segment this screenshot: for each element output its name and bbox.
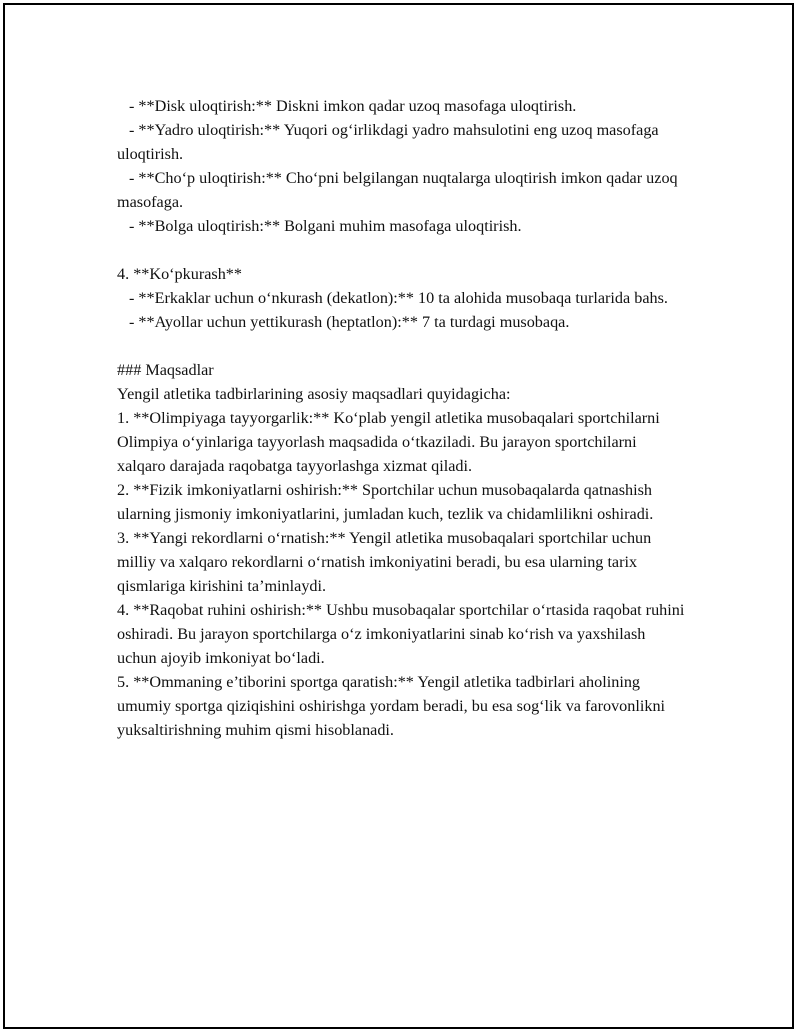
goal-new-records: 3. **Yangi rekordlarni o‘rnatish:** Yengil atletika musobaqalari sportchilar uchun milliy va xalqaro rekordlarni o‘rnatish imkoniyatini beradi, bu esa ularning tarix qismlariga kirishini ta’minlaydi. [117,529,652,595]
combined-events-section [117,262,687,334]
list-item-shot-put: - **Yadro uloqtirish:** Yuqori og‘irlikdagi yadro mahsulotini eng uzoq masofaga uloqtirish. [117,121,659,163]
goals-heading: ### Maqsadlar [117,361,214,379]
list-item-heptathlon: - **Ayollar uchun yettikurash (heptatlon):** 7 ta turdagi musobaqa. [129,313,570,331]
goal-competitive-spirit: 4. **Raqobat ruhini oshirish:** Ushbu musobaqalar sportchilar o‘rtasida raqobat ruhini oshiradi. Bu jarayon sportchilarga o‘z imkoniyatlarini sinab ko‘rish va yaxshilash uchun ajoyib imkoniyat bo‘ladi. [117,601,685,667]
goal-physical-ability: 2. **Fizik imkoniyatlarni oshirish:** Sportchilar uchun musobaqalarda qatnashish ularning jismoniy imkoniyatlarini, jumladan kuch, tezlik va chidamlilikni oshiradi. [117,481,654,523]
section-title-combined-events: 4. **Ko‘pkurash** [117,265,242,283]
list-item-hammer-throw: - **Bolga uloqtirish:** Bolgani muhim masofaga uloqtirish. [129,217,522,235]
throwing-events-list [117,94,687,238]
list-item-decathlon: - **Erkaklar uchun o‘nkurash (dekatlon):** 10 ta alohida musobaqa turlarida bahs. [129,289,668,307]
goal-olympic-preparation: 1. **Olimpiyaga tayyorgarlik:** Ko‘plab yengil atletika musobaqalari sportchilarni Olimpiya o‘yinlariga tayyorlash maqsadida o‘tkaziladi. Bu jarayon sportchilarni xalqaro darajada raqobatga tayyorlashga xizmat qiladi. [117,409,660,475]
list-item-javelin-throw: - **Cho‘p uloqtirish:** Cho‘pni belgilangan nuqtalarga uloqtirish imkon qadar uzoq masofaga. [117,169,678,211]
goal-public-attention: 5. **Ommaning e’tiborini sportga qaratish:** Yengil atletika tadbirlari aholining umumiy sportga qiziqishini oshirishga yordam beradi, bu esa sog‘lik va farovonlikni yuksaltirishning muhim qismi hisoblanadi. [117,673,666,739]
list-item-disk-throw: - **Disk uloqtirish:** Diskni imkon qadar uzoq masofaga uloqtirish. [129,97,577,115]
goals-intro: Yengil atletika tadbirlarining asosiy maqsadlari quyidagicha: [117,385,511,403]
document-body [117,94,687,742]
